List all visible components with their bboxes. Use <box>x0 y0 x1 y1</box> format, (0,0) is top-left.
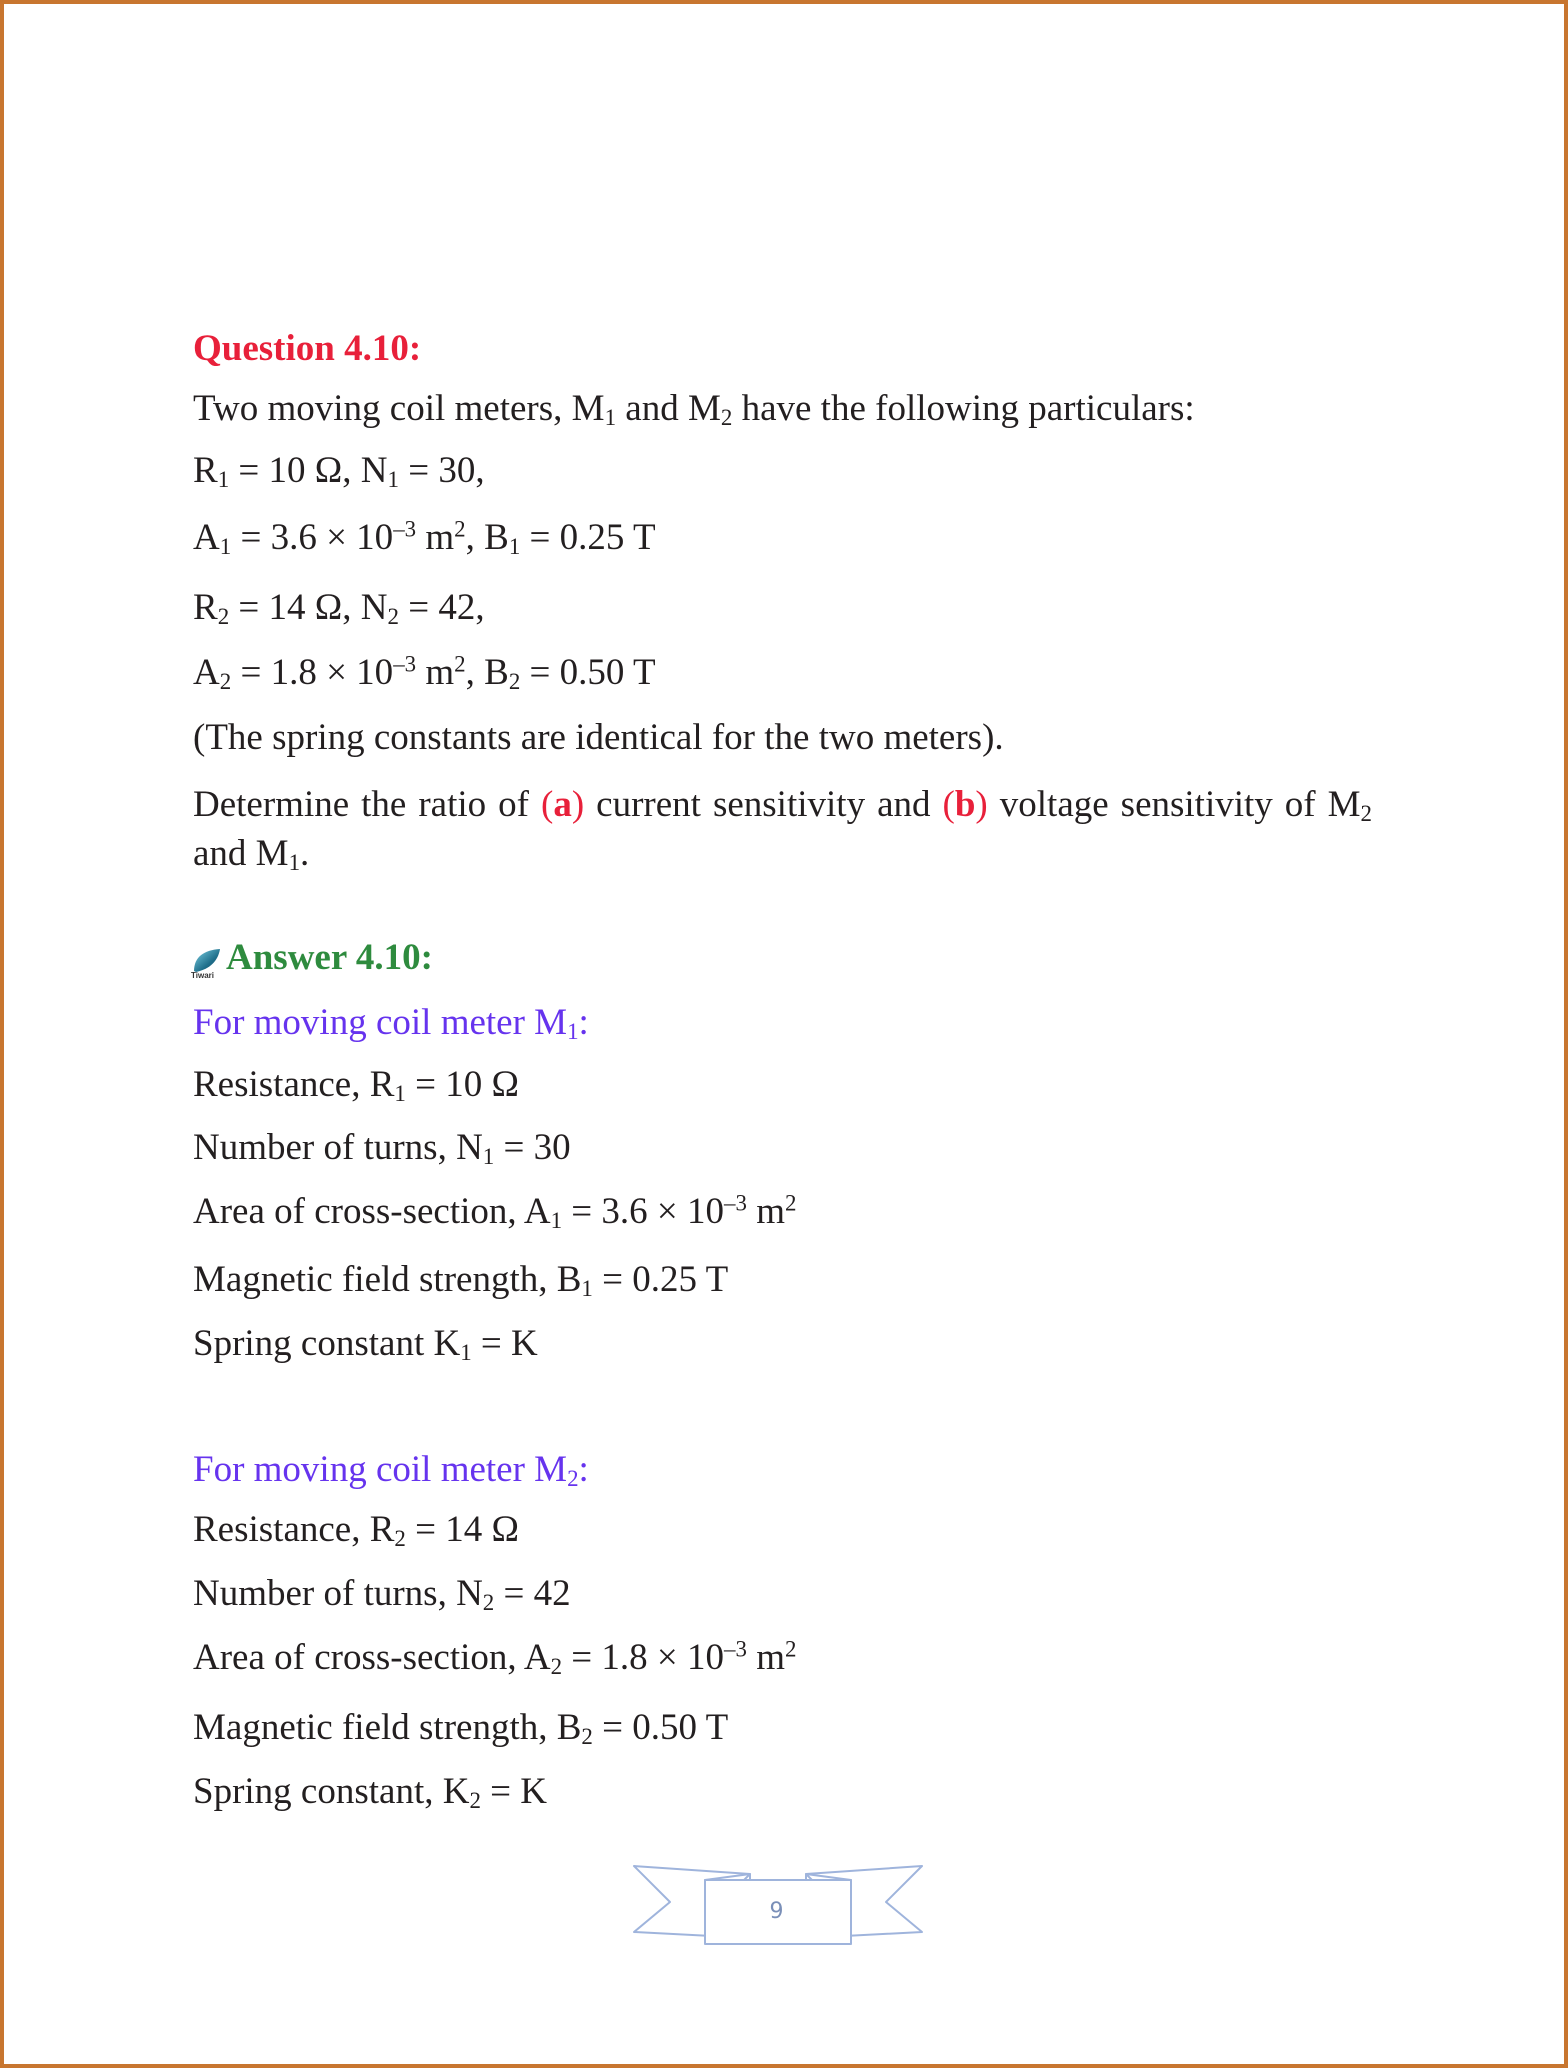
page-number: 9 <box>769 1899 784 1924</box>
meter1-turns: Number of turns, $N_1 = 30$ <box>193 1127 571 1170</box>
meter1-heading: For moving coil meter $M_1$: <box>193 1002 589 1045</box>
given-r2-n2: $R_2 = 14$ Ω, $N_2 = 42$, <box>193 587 485 630</box>
given-r1-n1: $R_1 = 10$ Ω, $N_1 = 30$, <box>193 450 485 493</box>
part-b-label: (b) <box>942 784 988 825</box>
meter2-turns: Number of turns, $N_2 = 42$ <box>193 1573 571 1616</box>
meter2-heading: For moving coil meter $M_2$: <box>193 1449 589 1492</box>
meter2-field: Magnetic field strength, $B_2 = 0.50$ T <box>193 1707 729 1750</box>
meter1-field: Magnetic field strength, $B_1 = 0.25$ T <box>193 1259 729 1302</box>
question-intro: Two moving coil meters, $M_1$ and $M_2$ have the following particulars: <box>193 388 1195 431</box>
meter2-spring: Spring constant, $K_2 = K$ <box>193 1771 548 1814</box>
meter2-area: Area of cross-section, $A_2 = 1.8 \times 10^{-3}$ $m^2$ <box>193 1636 797 1680</box>
question-note: (The spring constants are identical for the two meters). <box>193 717 1004 758</box>
meter2-resistance: Resistance, $R_2 = 14$ Ω <box>193 1509 519 1552</box>
tiwari-leaf-logo-icon <box>190 947 226 979</box>
given-a2-b2: $A_2 = 1.8 \times 10^{-3}$ $m^2$, $B_2 = 0.50$ T <box>193 651 656 695</box>
meter1-area: Area of cross-section, $A_1 = 3.6 \times 10^{-3}$ $m^2$ <box>193 1190 797 1234</box>
given-a1-b1: $A_1 = 3.6 \times 10^{-3}$ $m^2$, $B_1 = 0.25$ T <box>193 516 656 560</box>
answer-title: Answer 4.10: <box>226 937 433 978</box>
answer-header <box>190 937 433 979</box>
question-task: Determine the ratio of (a) current sensitivity and (b) voltage sensitivity of $M_2$ and $M_1$. <box>193 784 1372 876</box>
part-a-label: (a) <box>541 784 585 825</box>
svg-text:Tiwari: Tiwari <box>191 971 214 979</box>
meter1-resistance: Resistance, $R_1 = 10$ Ω <box>193 1064 519 1107</box>
question-title: Question 4.10: <box>193 328 422 369</box>
meter1-spring: Spring constant $K_1 = K$ <box>193 1323 538 1366</box>
